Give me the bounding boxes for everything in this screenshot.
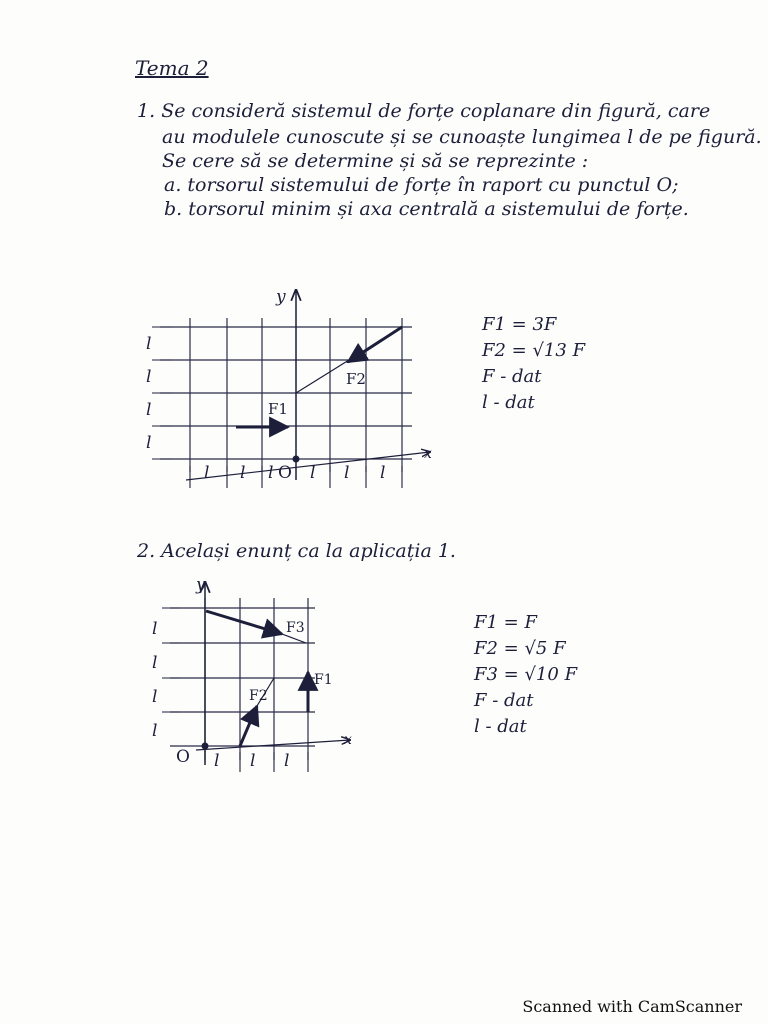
given2-f3: F3 = √10 F bbox=[474, 664, 578, 685]
figure2-origin-label: O bbox=[176, 747, 190, 767]
figure2-force3-label: F3 bbox=[286, 620, 305, 636]
figure2-force1-label: F1 bbox=[314, 672, 333, 688]
given1-f1: F1 = 3F bbox=[482, 314, 557, 335]
figure2-x-axis bbox=[196, 740, 350, 750]
figure2-force2-label: F2 bbox=[249, 688, 268, 704]
figure1-x-label: x bbox=[424, 446, 432, 462]
figure1-origin-label: O bbox=[278, 463, 292, 483]
figure1-l-y3: l bbox=[146, 400, 152, 420]
scanner-watermark: Scanned with CamScanner bbox=[522, 997, 742, 1016]
figure2-origin-point bbox=[202, 743, 209, 750]
figure2-l-x3: l bbox=[284, 751, 290, 771]
figure1-l-y1: l bbox=[146, 334, 152, 354]
given1-l: l - dat bbox=[482, 392, 535, 413]
given1-f2: F2 = √13 F bbox=[482, 340, 586, 361]
problem1-item-b: b. torsorul minim și axa centrală a sistemului de forțe. bbox=[164, 198, 689, 220]
problem1-number: 1. bbox=[137, 100, 156, 122]
figure1-force1-label: F1 bbox=[268, 400, 288, 418]
figure2-l-y1: l bbox=[152, 619, 158, 639]
page-title: Tema 2 bbox=[135, 56, 209, 80]
figure2-l-x2: l bbox=[250, 751, 256, 771]
figure1-l-x3: l bbox=[268, 463, 274, 483]
figure1-l-y2: l bbox=[146, 367, 152, 387]
problem2-given bbox=[474, 610, 577, 740]
figure2-l-y3: l bbox=[152, 687, 158, 707]
figure2-l-y4: l bbox=[152, 721, 158, 741]
given2-f2: F2 = √5 F bbox=[474, 638, 566, 659]
problem1-line1-text: Se consideră sistemul de forțe coplanare din figură, care bbox=[161, 100, 711, 122]
figure2-y-label: y bbox=[196, 575, 206, 595]
figure2-force3-arrow bbox=[206, 611, 282, 634]
figure1-l-x6: l bbox=[380, 463, 386, 483]
problem1-line3: Se cere să se determine și să se reprezinte : bbox=[162, 150, 589, 172]
figure1-l-x2: l bbox=[240, 463, 246, 483]
problem2-statement: 2. Același enunț ca la aplicația 1. bbox=[137, 540, 456, 562]
figure1-y-label: y bbox=[276, 287, 286, 307]
figure1-l-x4: l bbox=[310, 463, 316, 483]
figure1-l-y4: l bbox=[146, 433, 152, 453]
figure2-l-y2: l bbox=[152, 653, 158, 673]
figure1-force2-label: F2 bbox=[346, 370, 366, 388]
given2-f: F - dat bbox=[474, 690, 534, 711]
problem1-line2: au modulele cunoscute și se cunoaște lungimea l de pe figură. bbox=[162, 126, 762, 148]
given2-l: l - dat bbox=[474, 716, 527, 737]
figure1-l-x1: l bbox=[204, 463, 210, 483]
figure1-l-x5: l bbox=[344, 463, 350, 483]
figure2-l-x1: l bbox=[214, 751, 220, 771]
problem1-item-a: a. torsorul sistemului de forțe în raport cu punctul O; bbox=[164, 174, 679, 196]
given2-f1: F1 = F bbox=[474, 612, 537, 633]
given1-f: F - dat bbox=[482, 366, 542, 387]
figure2-x-label: x bbox=[344, 732, 352, 748]
